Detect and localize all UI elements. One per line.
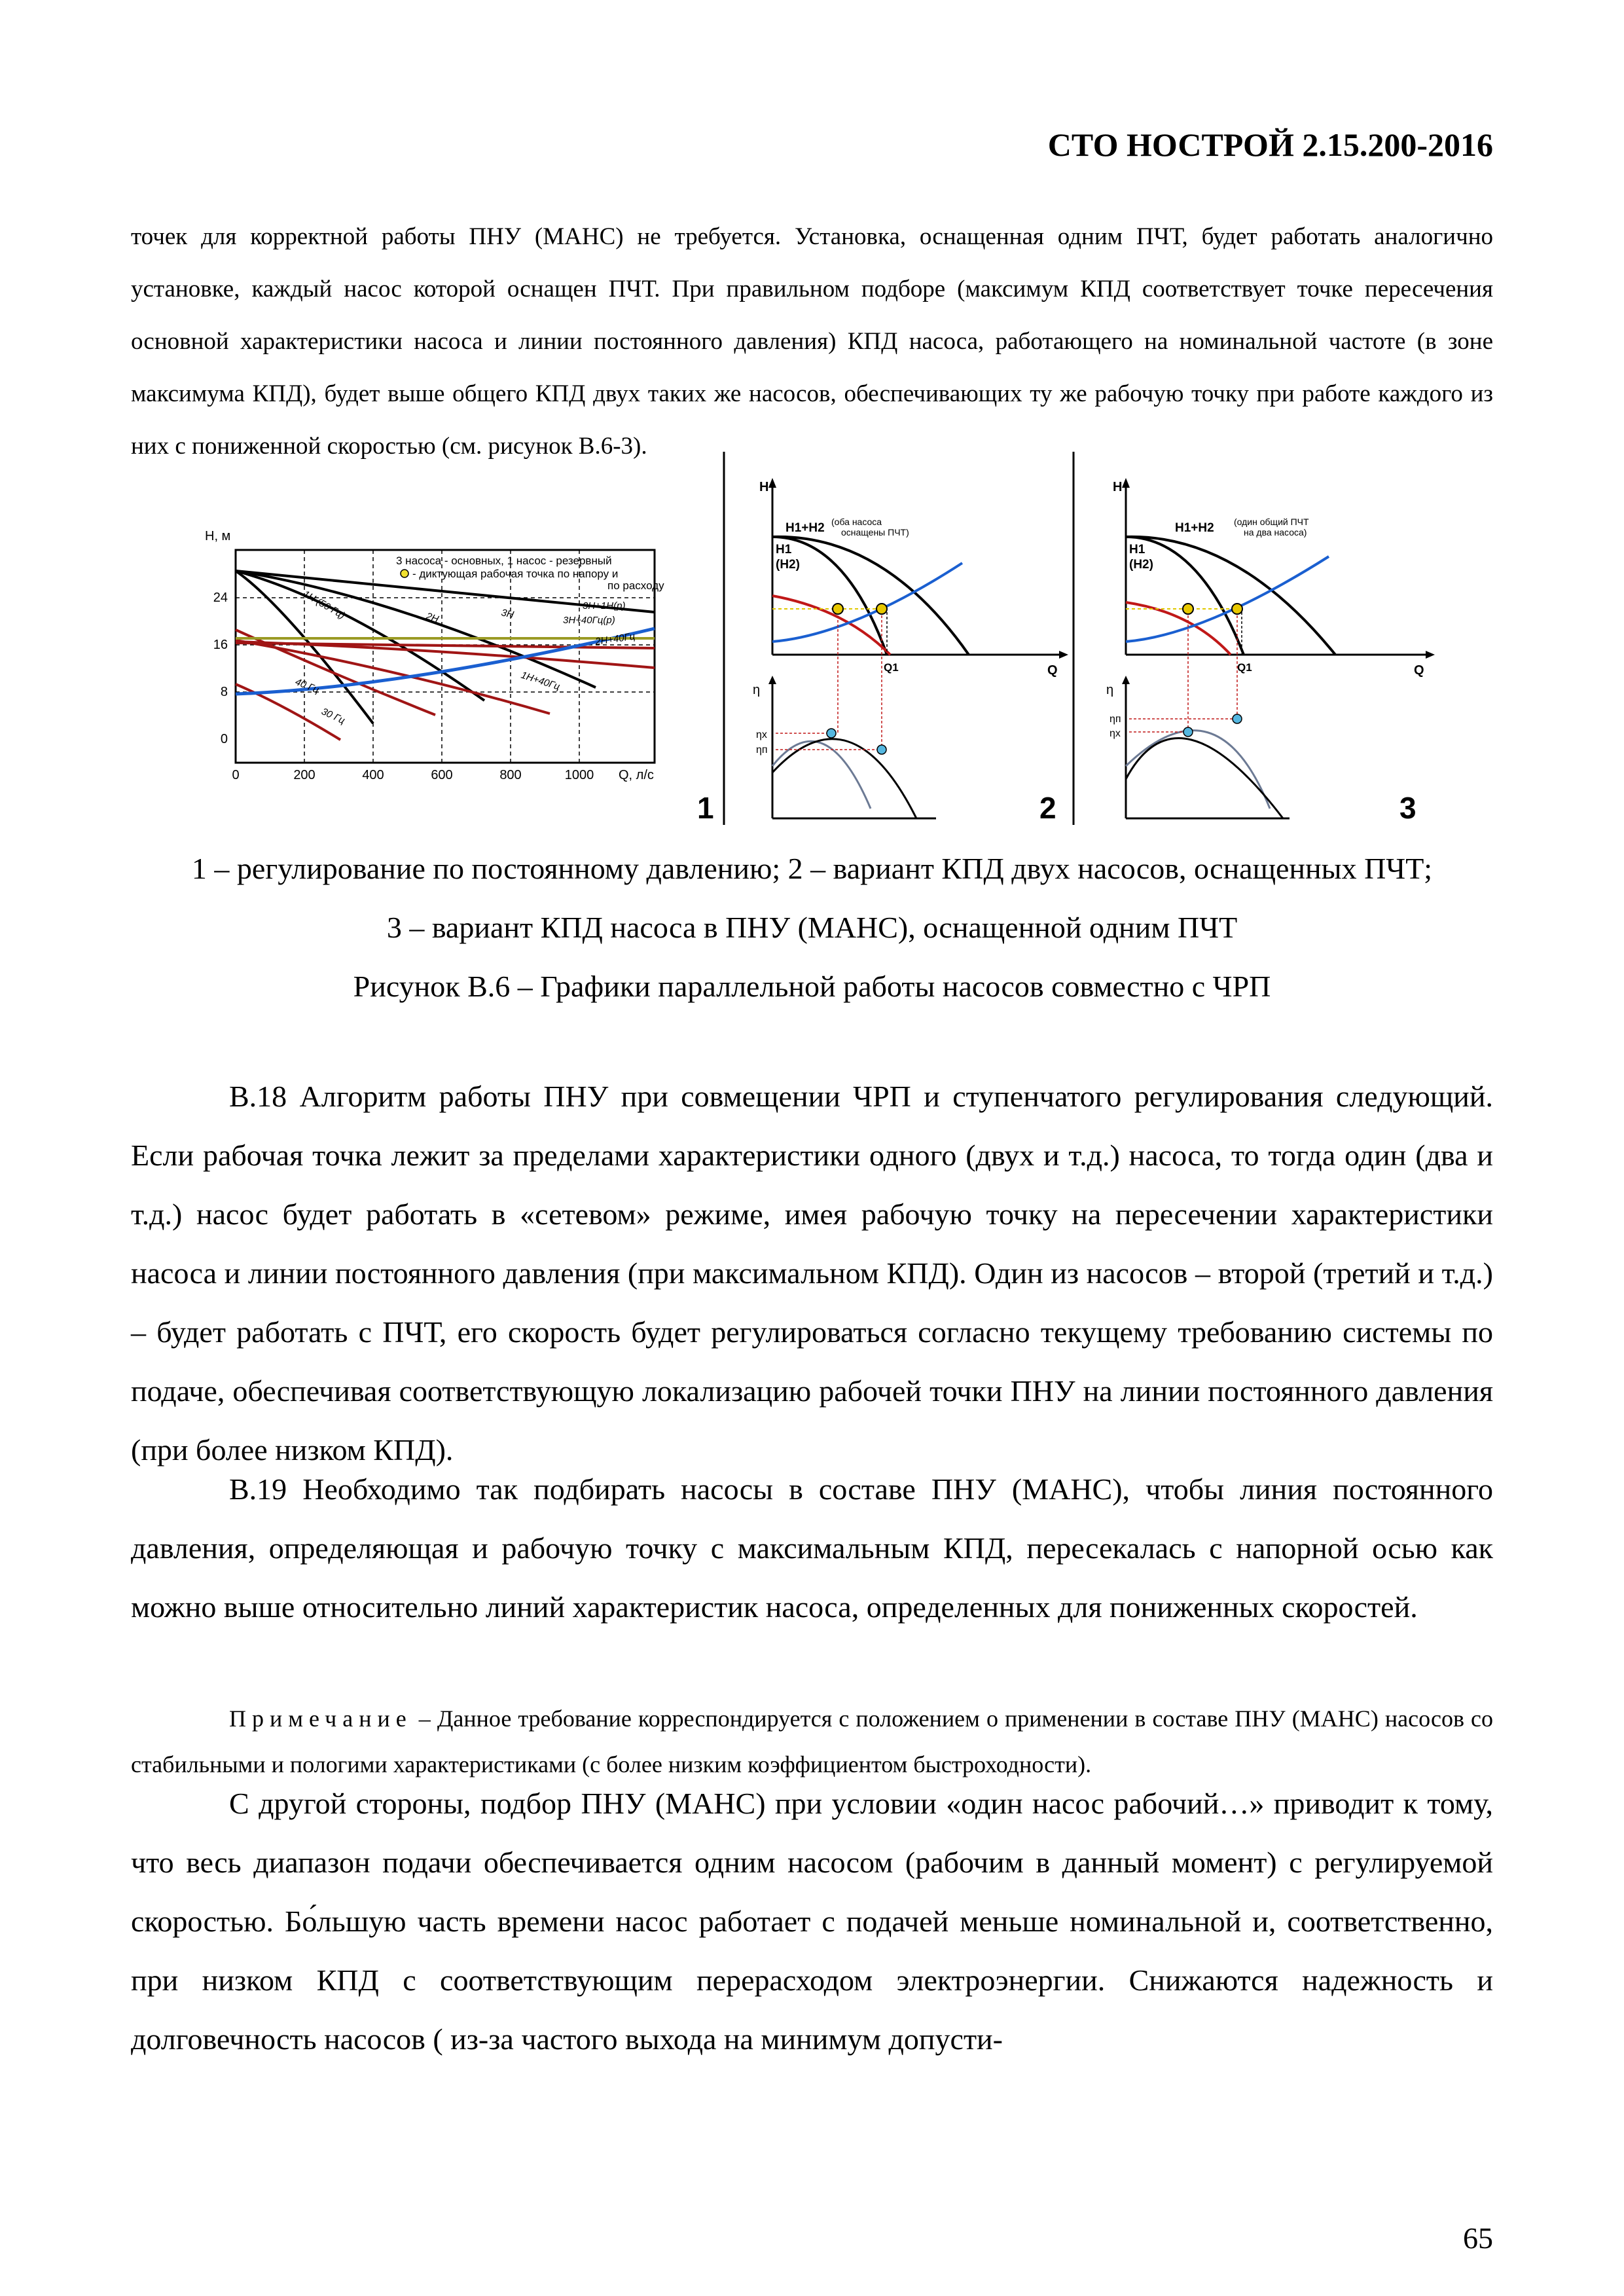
- panel1-ytick: 24: [213, 591, 228, 605]
- panel1-ytick: 8: [220, 685, 228, 699]
- panel1-number: 1: [697, 791, 714, 825]
- note-label: Примечание: [229, 1705, 412, 1732]
- panel1-curve-label: 3H+40Гц(р): [563, 615, 615, 626]
- panel3-eta-axis: η: [1106, 683, 1114, 697]
- panel1-xlabel: Q, л/с: [619, 768, 654, 782]
- panel2-eta-x: ηx: [756, 729, 767, 740]
- panel1-legend: 3 насоса - основных, 1 насос - резервный: [396, 555, 612, 567]
- panel2-sum-label: H1+H2: [785, 521, 825, 535]
- panel2-h-axis: H: [759, 480, 769, 494]
- panel3-q1-label: Q1: [1237, 661, 1252, 674]
- panel2-red-curve: [772, 596, 890, 655]
- document-header: СТО НОСТРОЙ 2.15.200-2016: [1047, 126, 1493, 163]
- figure-caption-line2: 3 – вариант КПД насоса в ПНУ (МАНС), оснащенной одним ПЧТ: [386, 911, 1238, 944]
- panel1-curve-label: 2H+40Гц: [594, 630, 636, 647]
- panel-3-chart: [1106, 478, 1435, 825]
- panel1-xtick: 800: [499, 768, 522, 782]
- panel3-point: [1183, 604, 1193, 614]
- panel1-xtick: 1000: [564, 768, 594, 782]
- figure-title: Рисунок В.6 – Графики параллельной работы насосов совместно с ЧРП: [353, 970, 1271, 1003]
- paragraph-b18: В.18 Алгоритм работы ПНУ при совмещении ЧРП и ступенчатого регулирования следующий. Если рабочая точка лежит за пределами характеристики одного (двух и т.д.) насоса, то тогда один (два и т.д.) насос будет работать в «сетевом» режиме, имея рабочую точку на пересечении характеристики насоса и линии постоянного давления (при максимальном КПД). Один из насосов – второй (третий и т.д.) – будет работать с ПЧТ, его скорость будет регулироваться согласно текущему требованию системы по подаче, обеспечивая соответствующую локализацию рабочей точки ПНУ на линии постоянного давления (при более низком КПД).: [131, 1080, 1493, 1467]
- figure-caption-line1: 1 – регулирование по постоянному давлению; 2 – вариант КПД двух насосов, оснащенных ПЧТ;: [191, 852, 1433, 885]
- panel2-q-axis: Q: [1047, 663, 1058, 678]
- panel1-xtick: 0: [232, 768, 240, 782]
- panel1-legend: - диктующая рабочая точка по напору и: [412, 568, 619, 580]
- panel2-point: [833, 604, 843, 614]
- paragraph-other-side: С другой стороны, подбор ПНУ (МАНС) при условии «один насос рабочий…» приводит к тому, что весь диапазон подачи обеспечивается одним насосом (рабочим в данный момент) с регулируемой скоростью. Бо́льшую часть времени насос работает с подачей меньше номинальной и, соответственно, при низком КПД с соответствующим перерасходом электроэнергии. Снижаются надежность и долговечность насосов ( из-за частого выхода на минимум допусти-: [131, 1787, 1493, 2056]
- panel2-h2-label: (H2): [776, 558, 800, 572]
- page-number: 65: [1463, 2221, 1493, 2255]
- panel2-q1-label: Q1: [884, 661, 899, 674]
- panel1-xtick: 400: [362, 768, 384, 782]
- panel3-h2-label: (H2): [1129, 558, 1153, 572]
- panel2-sum-note: (оба насоса: [831, 517, 882, 527]
- panel3-eta-x: ηx: [1110, 728, 1121, 739]
- panel3-sum-note: (один общий ПЧТ: [1234, 517, 1309, 527]
- panel1-legend-marker: [401, 570, 408, 577]
- panel1-ylabel: H, м: [205, 529, 231, 543]
- panel1-ytick: 0: [220, 732, 228, 746]
- figure-b6: [131, 452, 1493, 831]
- panel1-curve-label: 3H+1H(р): [583, 600, 626, 611]
- panel2-point: [876, 604, 887, 614]
- panel-2-chart: [753, 478, 1068, 825]
- panel3-eta-n: ηп: [1110, 714, 1121, 725]
- paragraph-b19: В.19 Необходимо так подбирать насосы в составе ПНУ (МАНС), чтобы линия постоянного давления, определяющая и рабочую точку с максимальным КПД, пересекалась с напорной осью как можно выше относительно линий характеристик насоса, определенных для пониженных скоростей.: [131, 1472, 1493, 1624]
- panel1-curve-label: 1H (50 Гц): [301, 588, 347, 621]
- panel3-h1-label: H1: [1129, 543, 1146, 556]
- panel3-red-curve: [1126, 602, 1231, 655]
- panel1-curve-label: 30 Гц: [319, 706, 347, 727]
- panel3-q-axis: Q: [1414, 663, 1424, 678]
- panel3-sum-label: H1+H2: [1175, 521, 1214, 535]
- panel1-ytick: 16: [213, 638, 228, 652]
- panel3-sum-note: на два насоса): [1244, 527, 1307, 538]
- panel1-curve-label: 40 Гц: [293, 676, 321, 696]
- intro-paragraph: точек для корректной работы ПНУ (МАНС) не требуется. Установка, оснащенная одним ПЧТ, будет работать аналогично установке, каждый насос которой оснащен ПЧТ. При правильном подборе (максимум КПД соответствует точке пересечения основной характеристики насоса и линии постоянного давления) КПД насоса, работающего на номинальной частоте (в зоне максимума КПД), будет выше общего КПД двух таких же насосов, обеспечивающих ту же рабочую точку при работе каждого из них с пониженной скоростью (см. рисунок В.6-3).: [131, 223, 1493, 460]
- panel2-h1-label: H1: [776, 543, 792, 556]
- panel1-xtick: 600: [431, 768, 453, 782]
- panel1-legend: по расходу: [607, 579, 664, 592]
- panel2-eta-n: ηп: [756, 744, 768, 756]
- panel1-xtick: 200: [293, 768, 316, 782]
- note-text: – Данное требование корреспондируется с положением о применении в составе ПНУ (МАНС) насосов со стабильными и пологими характеристиками (с более низким коэффициентом быстроходности).: [131, 1705, 1493, 1777]
- panel2-sum-note: оснащены ПЧТ): [841, 527, 909, 538]
- panel1-curve-label: 1H+40Гц: [519, 669, 562, 693]
- note-paragraph: [131, 1696, 1493, 1787]
- panel2-number: 2: [1039, 791, 1056, 825]
- panel2-eta-axis: η: [753, 683, 761, 697]
- figure-svg: [131, 452, 1493, 831]
- panel3-number: 3: [1399, 791, 1416, 825]
- panel-1-chart: [205, 529, 714, 825]
- panel1-curve-label: 3H: [500, 607, 515, 621]
- panel3-blue-curve: [1126, 556, 1329, 642]
- panel3-h-axis: H: [1113, 480, 1123, 494]
- panel3-point: [1232, 604, 1242, 614]
- panel1-curve-label: 2H: [424, 610, 441, 625]
